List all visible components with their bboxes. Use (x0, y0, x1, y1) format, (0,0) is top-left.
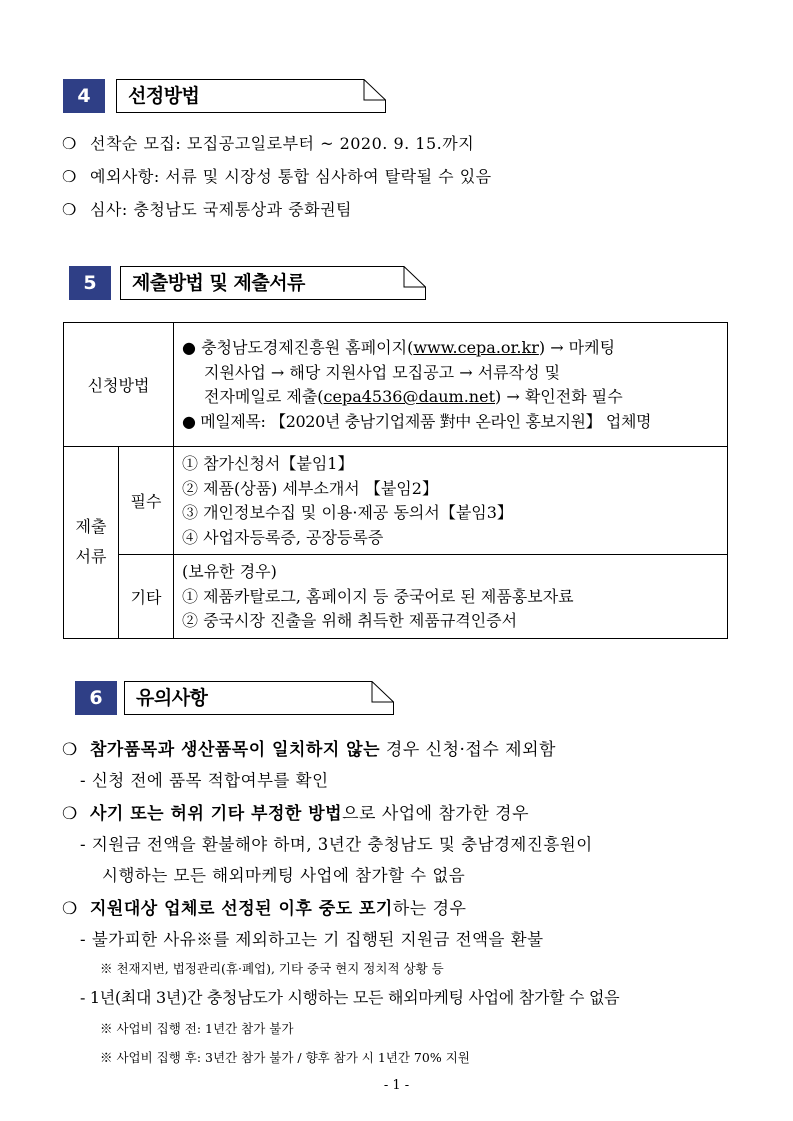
section-title-box (116, 79, 386, 113)
caution-2: ❍ 사기 또는 허위 기타 부정한 방법으로 사업에 참가한 경우 (62, 804, 530, 824)
caution-1-sub: - 신청 전에 품목 적합여부를 확인 (80, 771, 329, 790)
selection-line-2: ❍ 예외사항: 서류 및 시장성 통합 심사하여 탈락될 수 있음 (62, 167, 492, 186)
method-label: 신청방법 (64, 323, 174, 447)
section-number: 4 (63, 79, 105, 113)
required-items: ① 참가신청서【붙임1】 ② 제품(상품) 세부소개서 【붙임2】 ③ 개인정보수집 및 이용·제공 동의서【붙임3】 ④ 사업자등록증, 공장등록증 (174, 447, 728, 555)
section-title: 제출방법 및 제출서류 (132, 272, 305, 294)
other-row (64, 555, 728, 639)
caution-2-sub-2: 시행하는 모든 해외마케팅 사업에 참가할 수 없음 (102, 866, 466, 885)
caution-3-sub-1: - 불가피한 사유※를 제외하고는 기 집행된 지원금 전액을 환불 (80, 930, 544, 949)
selection-line-1: ❍ 선착순 모집: 모집공고일로부터 ~ 2020. 9. 15.까지 (62, 134, 475, 153)
caution-2-sub-1: - 지원금 전액을 환불해야 하며, 3년간 충청남도 및 충남경제진흥원이 (80, 835, 593, 854)
section-title: 유의사항 (136, 687, 208, 709)
method-content: ● 충청남도경제진흥원 홈페이지(www.cepa.or.kr) → 마케팅 지원사업 → 해당 지원사업 모집공고 → 서류작성 및 전자메일로 제출(cepa4536@daum.net) → 확인전화 필수 ● 메일제목: 【2020년 충남기업제품 對中 온라인 홍보지원】 업체명 (174, 323, 728, 447)
section-title: 선정방법 (128, 85, 200, 107)
caution-3-sub-2: - 1년(최대 3년)간 충청남도가 시행하는 모든 해외마케팅 사업에 참가할 수 없음 (80, 988, 620, 1007)
caution-3-note-2: ※ 사업비 집행 전: 1년간 참가 불가 (100, 1021, 294, 1036)
caution-3-note-3: ※ 사업비 집행 후: 3년간 참가 불가 / 향후 참가 시 1년간 70% 지원 (100, 1050, 470, 1065)
section-title-box (120, 266, 426, 300)
required-label: 필수 (119, 447, 174, 555)
selection-line-3: ❍ 심사: 충청남도 국제통상과 중화권팀 (62, 200, 352, 219)
method-row (64, 323, 728, 447)
email-link[interactable]: cepa4536@daum.net (323, 387, 496, 406)
other-items: (보유한 경우) ① 제품카탈로그, 홈페이지 등 중국어로 된 제품홍보자료 ② 중국시장 진출을 위해 취득한 제품규격인증서 (174, 555, 728, 639)
other-label: 기타 (119, 555, 174, 639)
submission-table (63, 322, 728, 639)
section-title-box (124, 681, 394, 715)
docs-label: 제출 서류 (64, 447, 119, 639)
section-number: 6 (75, 681, 117, 715)
caution-3: ❍ 지원대상 업체로 선정된 이후 중도 포기하는 경우 (62, 899, 467, 919)
caution-1: ❍ 참가품목과 생산품목이 일치하지 않는 경우 신청·접수 제외함 (62, 740, 556, 760)
page-number: - 1 - (383, 1078, 410, 1093)
required-row (64, 447, 728, 555)
homepage-link[interactable]: www.cepa.or.kr (413, 338, 539, 357)
section-number: 5 (69, 266, 111, 300)
caution-3-note-1: ※ 천재지변, 법정관리(휴·폐업), 기타 중국 현지 정치적 상황 등 (100, 961, 444, 976)
